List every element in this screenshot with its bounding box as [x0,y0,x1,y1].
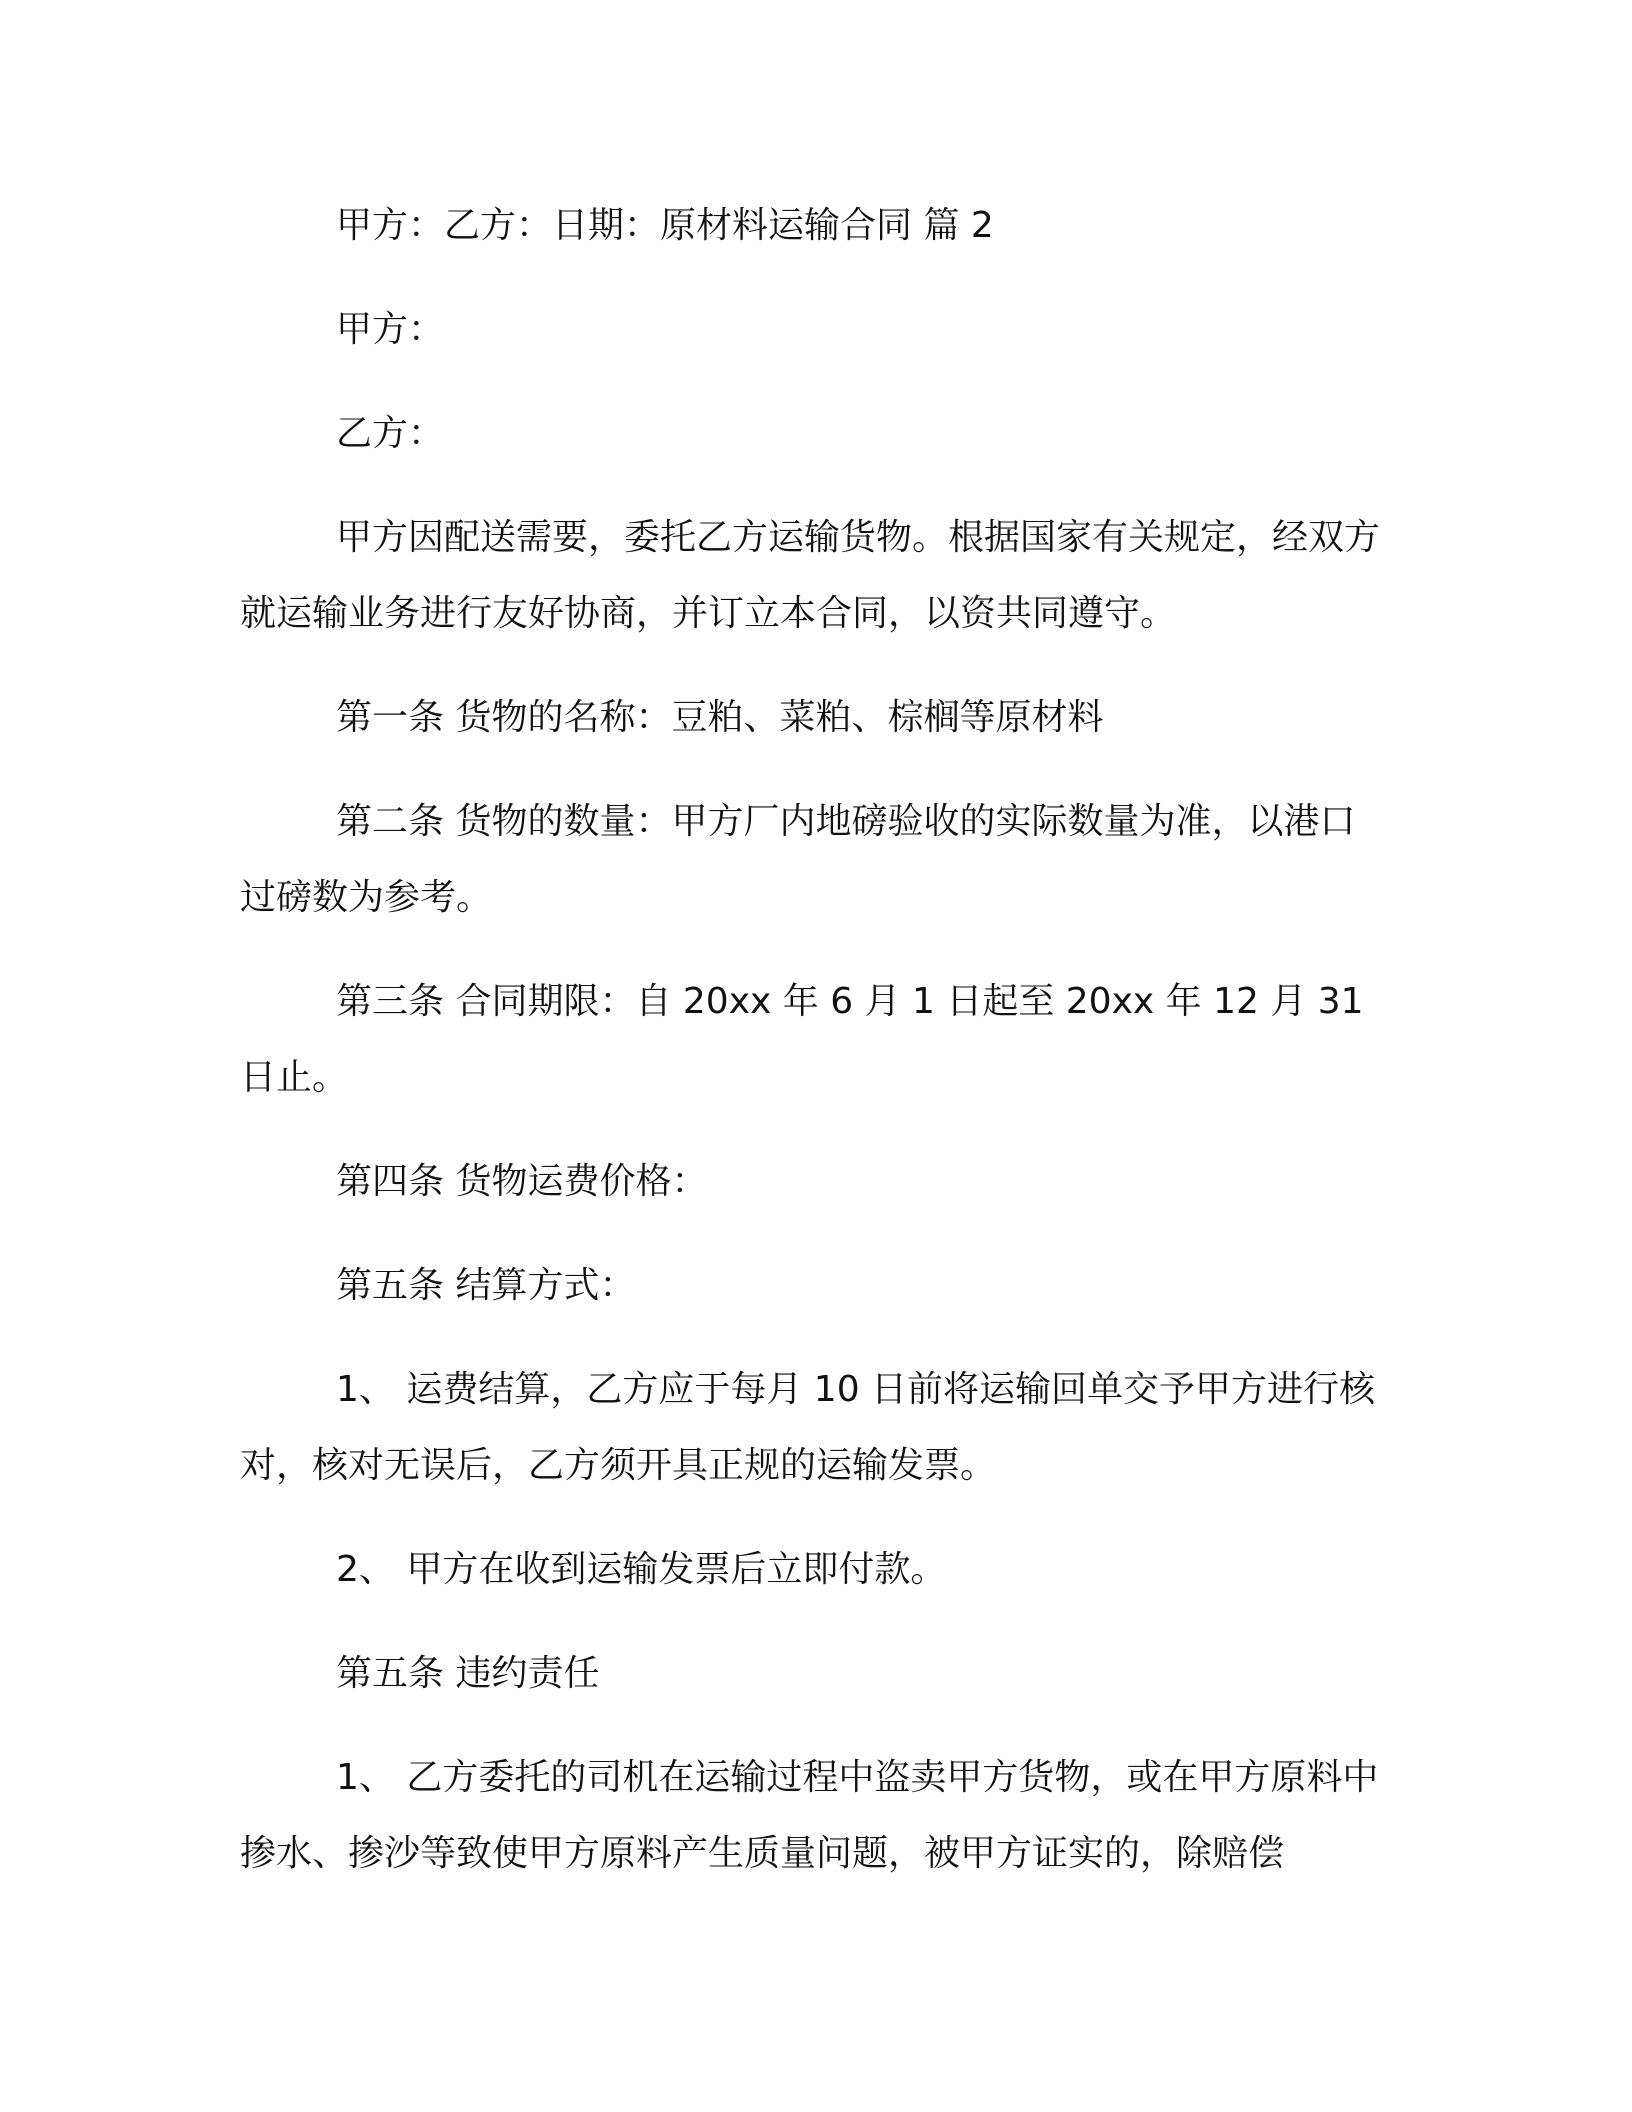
preamble-paragraph: 甲方因配送需要，委托乙方运输货物。根据国家有关规定，经双方就运输业务进行友好协商，并订立本合同，以资共同遵守。 [240,517,1381,634]
party-b-line: 乙方： [336,413,445,454]
article-5-liability: 第五条 违约责任 [336,1653,600,1694]
article-2: 第二条 货物的数量：甲方厂内地磅验收的实际数量为准，以港口过磅数为参考。 [240,801,1356,918]
article-4: 第四条 货物运费价格： [336,1161,708,1202]
settlement-item-2: 2、 甲方在收到运输发票后立即付款。 [336,1549,947,1590]
party-a-line: 甲方： [336,309,445,350]
article-5-settlement: 第五条 结算方式： [336,1265,636,1306]
article-3: 第三条 合同期限：自 20xx 年 6 月 1 日起至 20xx 年 12 月 31 日止。 [240,981,1364,1098]
article-1: 第一条 货物的名称：豆粕、菜粕、棕榈等原材料 [336,697,1104,738]
document-body [240,188,1390,1920]
liability-item-1: 1、 乙方委托的司机在运输过程中盗卖甲方货物，或在甲方原料中掺水、掺沙等致使甲方原料产生质量问题，被甲方证实的，除赔偿 [240,1757,1379,1874]
header-line: 甲方：乙方：日期：原材料运输合同 篇 2 [336,205,994,246]
settlement-item-1: 1、 运费结算，乙方应于每月 10 日前将运输回单交予甲方进行核对，核对无误后，乙方须开具正规的运输发票。 [240,1369,1376,1486]
